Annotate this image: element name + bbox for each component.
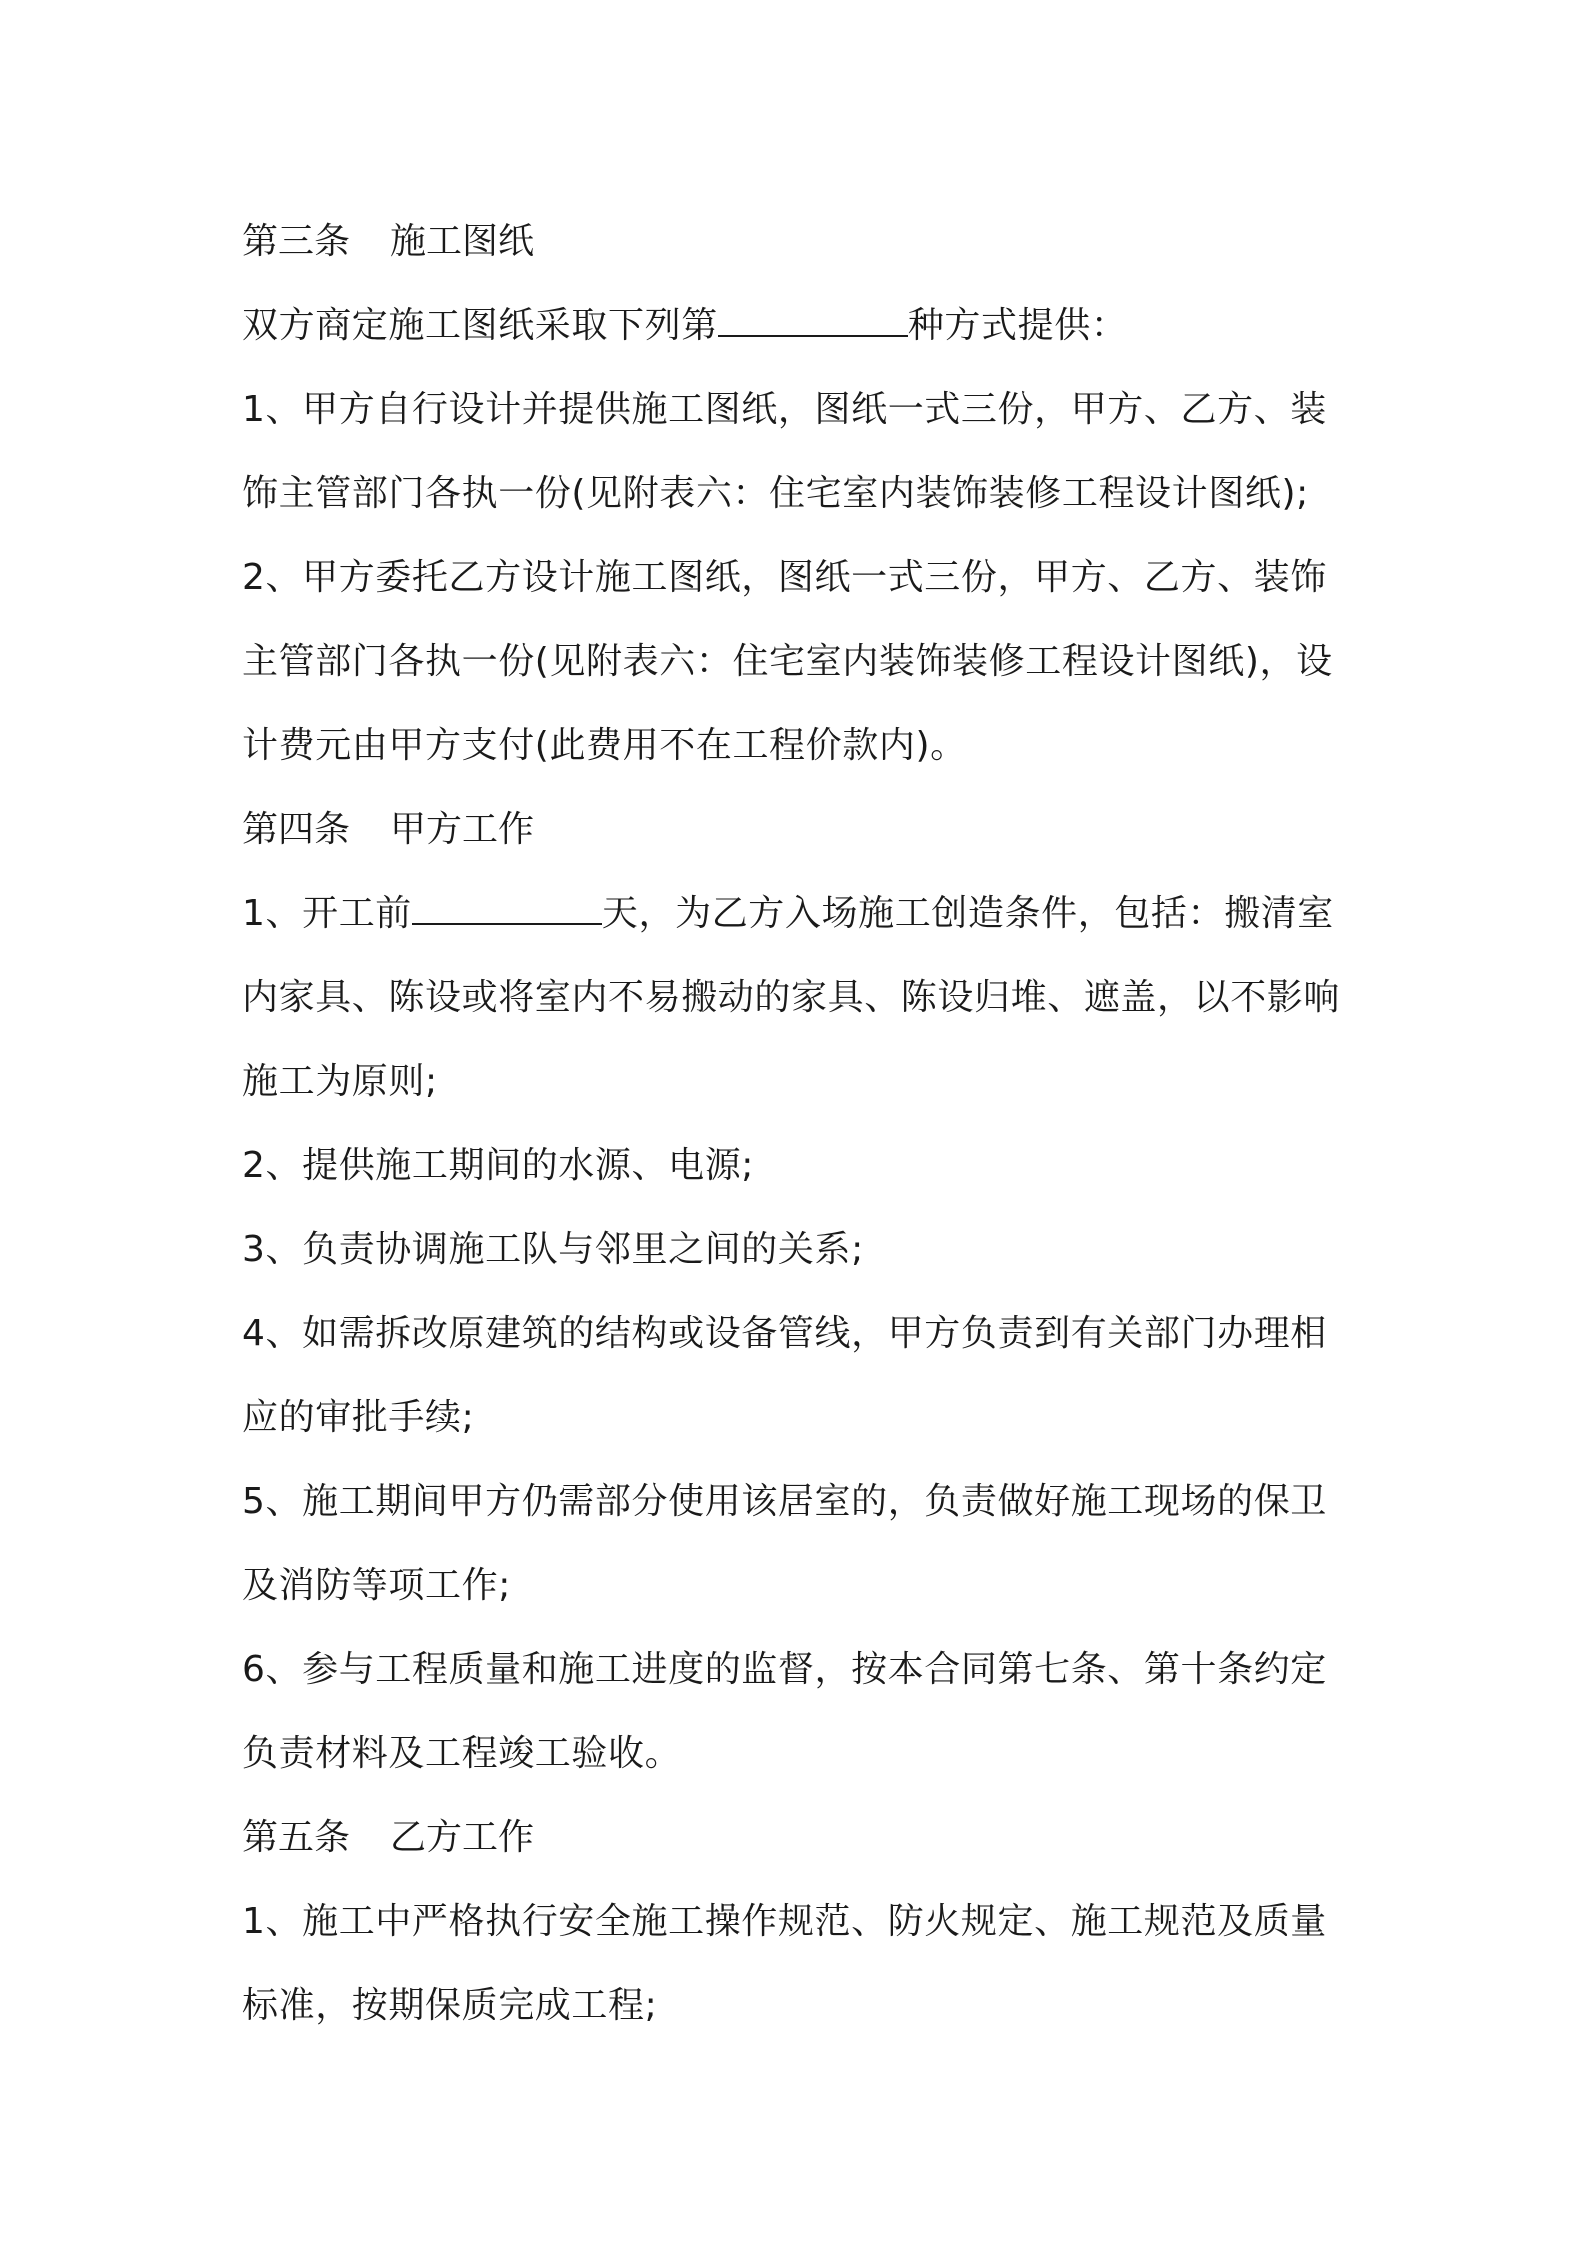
article-4-item-1-after: 天，为乙方入场施工创造条件，包括：搬清室: [601, 893, 1334, 934]
article-4-item-5-line-2: 及消防等项工作;: [242, 1565, 511, 1606]
article-5-number: 第五条: [242, 1817, 351, 1858]
article-4-number: 第四条: [242, 809, 351, 850]
article-3-item-2-line-1: 2、甲方委托乙方设计施工图纸，图纸一式三份，甲方、乙方、装饰: [242, 557, 1327, 598]
article-4-title: 甲方工作: [390, 809, 535, 850]
article-3-intro-before: 双方商定施工图纸采取下列第: [242, 305, 718, 346]
article-5-heading: [242, 1796, 1352, 1880]
fill-in-blank: [412, 893, 602, 925]
article-4-item-1-line-2: 内家具、陈设或将室内不易搬动的家具、陈设归堆、遮盖，以不影响: [242, 977, 1341, 1018]
article-5-item-1-line-1: 1、施工中严格执行安全施工操作规范、防火规定、施工规范及质量: [242, 1901, 1327, 1942]
article-4-item-5-line-1: 5、施工期间甲方仍需部分使用该居室的，负责做好施工现场的保卫: [242, 1481, 1327, 1522]
article-4-item-3: 3、负责协调施工队与邻里之间的关系;: [242, 1229, 864, 1270]
article-4-item-4-line-1: 4、如需拆改原建筑的结构或设备管线，甲方负责到有关部门办理相: [242, 1313, 1327, 1354]
article-4-item-1-line-1: [242, 872, 1352, 956]
article-3-item-2-line-2: 主管部门各执一份(见附表六：住宅室内装饰装修工程设计图纸)，设: [242, 641, 1333, 682]
article-3-heading: [242, 200, 1352, 284]
article-4-heading: [242, 788, 1352, 872]
fill-in-blank: [718, 305, 908, 337]
article-3-intro: [242, 284, 1352, 368]
article-3-intro-after: 种方式提供：: [907, 305, 1128, 346]
article-3-item-1-line-1: 1、甲方自行设计并提供施工图纸，图纸一式三份，甲方、乙方、装: [242, 389, 1327, 430]
article-3-number: 第三条: [242, 221, 351, 262]
article-4-item-6-line-1: 6、参与工程质量和施工进度的监督，按本合同第七条、第十条约定: [242, 1649, 1327, 1690]
article-5-item-1-line-2: 标准，按期保质完成工程;: [242, 1985, 658, 2026]
article-5-title: 乙方工作: [390, 1817, 535, 1858]
article-4-item-2: 2、提供施工期间的水源、电源;: [242, 1145, 755, 1186]
article-4-item-6-line-2: 负责材料及工程竣工验收。: [242, 1733, 682, 1774]
document-body: [242, 200, 1352, 2048]
article-3-title: 施工图纸: [390, 221, 535, 262]
article-4-item-1-before: 1、开工前: [242, 893, 412, 934]
article-4-item-1-line-3: 施工为原则;: [242, 1061, 438, 1102]
article-3-item-2-line-3: 计费元由甲方支付(此费用不在工程价款内)。: [242, 725, 967, 766]
article-4-item-4-line-2: 应的审批手续;: [242, 1397, 475, 1438]
article-3-item-1-line-2: 饰主管部门各执一份(见附表六：住宅室内装饰装修工程设计图纸);: [242, 473, 1309, 514]
